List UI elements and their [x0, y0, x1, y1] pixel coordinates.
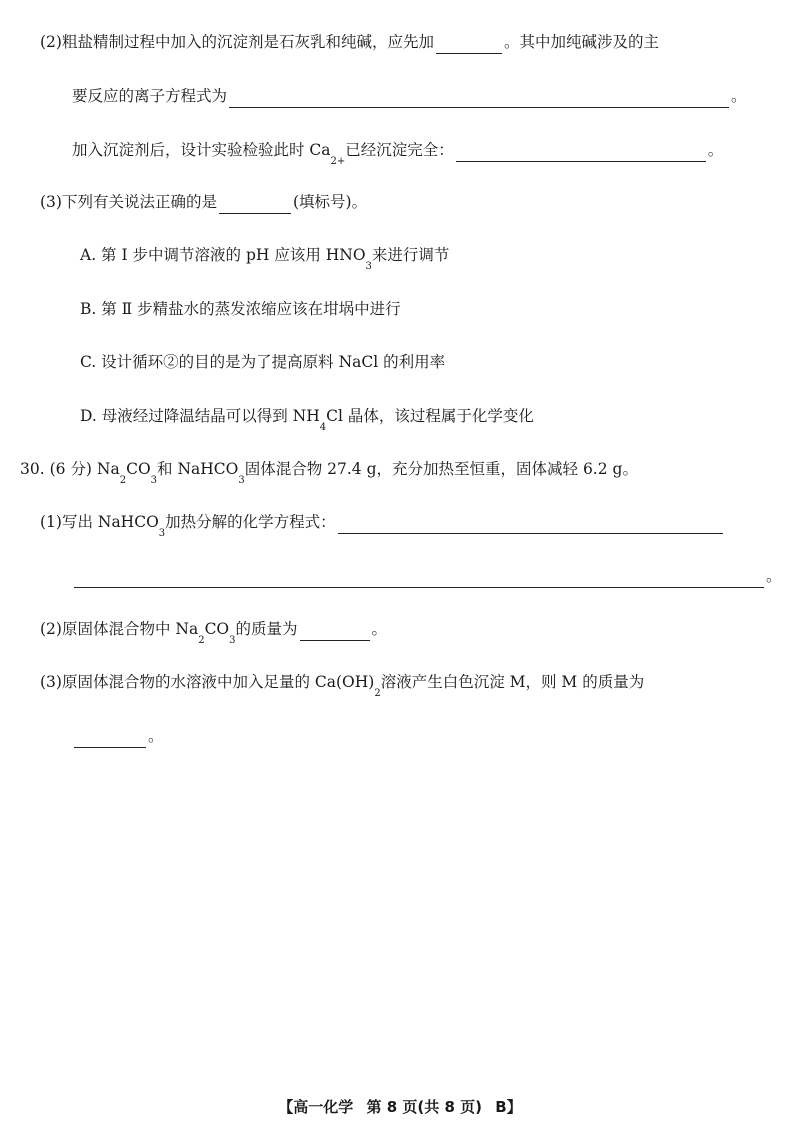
answer-blank-m-mass[interactable]: [74, 729, 146, 748]
q29-2-line3-end: 。: [707, 141, 724, 159]
q29-2-line3-text: 加入沉淀剂后，设计实验检验此时 Ca: [72, 141, 331, 159]
q29-3-stem-text: (3)下列有关说法正确的是: [40, 193, 217, 211]
q29-2-line1-tail: 。其中加纯碱涉及的主: [503, 33, 659, 51]
footer-subject: 【高一化学: [278, 1098, 354, 1116]
q30-3-line1: (3)原固体混合物的水溶液中加入足量的 Ca(OH) 2 溶液产生白色沉淀 M，则 M 的质量为: [40, 670, 644, 694]
q30-1-line2: [72, 564, 782, 588]
option-b-text: B. 第 Ⅱ 步精盐水的蒸发浓缩应该在坩埚中进行: [80, 300, 401, 318]
answer-blank-equation-2[interactable]: [74, 569, 764, 588]
q30-2-tail: 的质量为: [235, 620, 298, 638]
answer-blank-equation-1[interactable]: [338, 515, 723, 534]
option-b: [80, 297, 401, 321]
q30-stem-a: 30. (6 分) Na: [20, 460, 120, 478]
q29-3-stem-tail: (填标号)。: [292, 193, 368, 211]
q29-2-line2-text: 要反应的离子方程式为: [72, 87, 228, 105]
footer-version: B】: [495, 1098, 522, 1116]
q30-stem-d: 固体混合物 27.4 g，充分加热至恒重，固体减轻 6.2 g。: [244, 460, 638, 478]
q29-3-stem: [40, 190, 367, 214]
option-d: D. 母液经过降温结晶可以得到 NH 4 Cl 晶体，该过程属于化学变化: [80, 404, 534, 428]
q30-1-line1: (1)写出 NaHCO 3 加热分解的化学方程式：: [40, 510, 725, 534]
q29-2-line1: [40, 30, 659, 54]
option-a-tail: 来进行调节: [371, 246, 450, 264]
q30-2-text: (2)原固体混合物中 Na: [40, 620, 199, 638]
answer-blank-precipitant[interactable]: [436, 35, 502, 54]
option-a: A. 第 Ⅰ 步中调节溶液的 pH 应该用 HNO 3 来进行调节: [80, 243, 449, 267]
q30-1-tail: 加热分解的化学方程式：: [165, 513, 336, 531]
footer-page-number: 第 8 页(共 8 页): [366, 1098, 483, 1116]
q30-2-mid: CO: [204, 620, 230, 638]
q30-2: (2)原固体混合物中 Na 2 CO 3 的质量为 。: [40, 617, 387, 641]
q30-1-end: 。: [766, 567, 782, 585]
option-d-tail: Cl 晶体，该过程属于化学变化: [326, 407, 534, 425]
answer-blank-ionic-equation[interactable]: [229, 89, 729, 108]
answer-blank-na2co3-mass[interactable]: [300, 622, 370, 641]
option-d-text: D. 母液经过降温结晶可以得到 NH: [80, 407, 320, 425]
q30-stem: 30. (6 分) Na 2 CO 3 和 NaHCO 3 固体混合物 27.4 g，充分加热至恒重，固体减轻 6.2 g。: [20, 457, 638, 481]
q29-2-line2: [72, 84, 747, 108]
answer-blank-experiment[interactable]: [456, 143, 706, 162]
q30-3-text: (3)原固体混合物的水溶液中加入足量的 Ca(OH): [40, 673, 375, 691]
q29-2-line3-mid: 已经沉淀完全：: [345, 141, 454, 159]
answer-blank-choice[interactable]: [219, 195, 291, 214]
q30-stem-c: 和 NaHCO: [157, 460, 239, 478]
q29-2-line2-end: 。: [731, 87, 747, 105]
option-a-text: A. 第 Ⅰ 步中调节溶液的 pH 应该用 HNO: [80, 246, 366, 264]
page-footer: [0, 1096, 800, 1117]
q30-3-end: 。: [148, 727, 164, 745]
q30-2-end: 。: [371, 620, 388, 638]
q29-2-line1-text: (2)粗盐精制过程中加入的沉淀剂是石灰乳和纯碱，应先加: [40, 33, 434, 51]
option-c-text: C. 设计循环②的目的是为了提高原料 NaCl 的利用率: [80, 353, 446, 371]
q29-2-line3: 加入沉淀剂后，设计实验检验此时 Ca 2+ 已经沉淀完全： 。: [72, 138, 723, 162]
q30-3-line2: [72, 724, 164, 748]
option-c: [80, 350, 445, 374]
q30-3-tail: 溶液产生白色沉淀 M，则 M 的质量为: [380, 673, 645, 691]
q30-stem-b: CO: [126, 460, 151, 478]
q30-1-text: (1)写出 NaHCO: [40, 513, 159, 531]
